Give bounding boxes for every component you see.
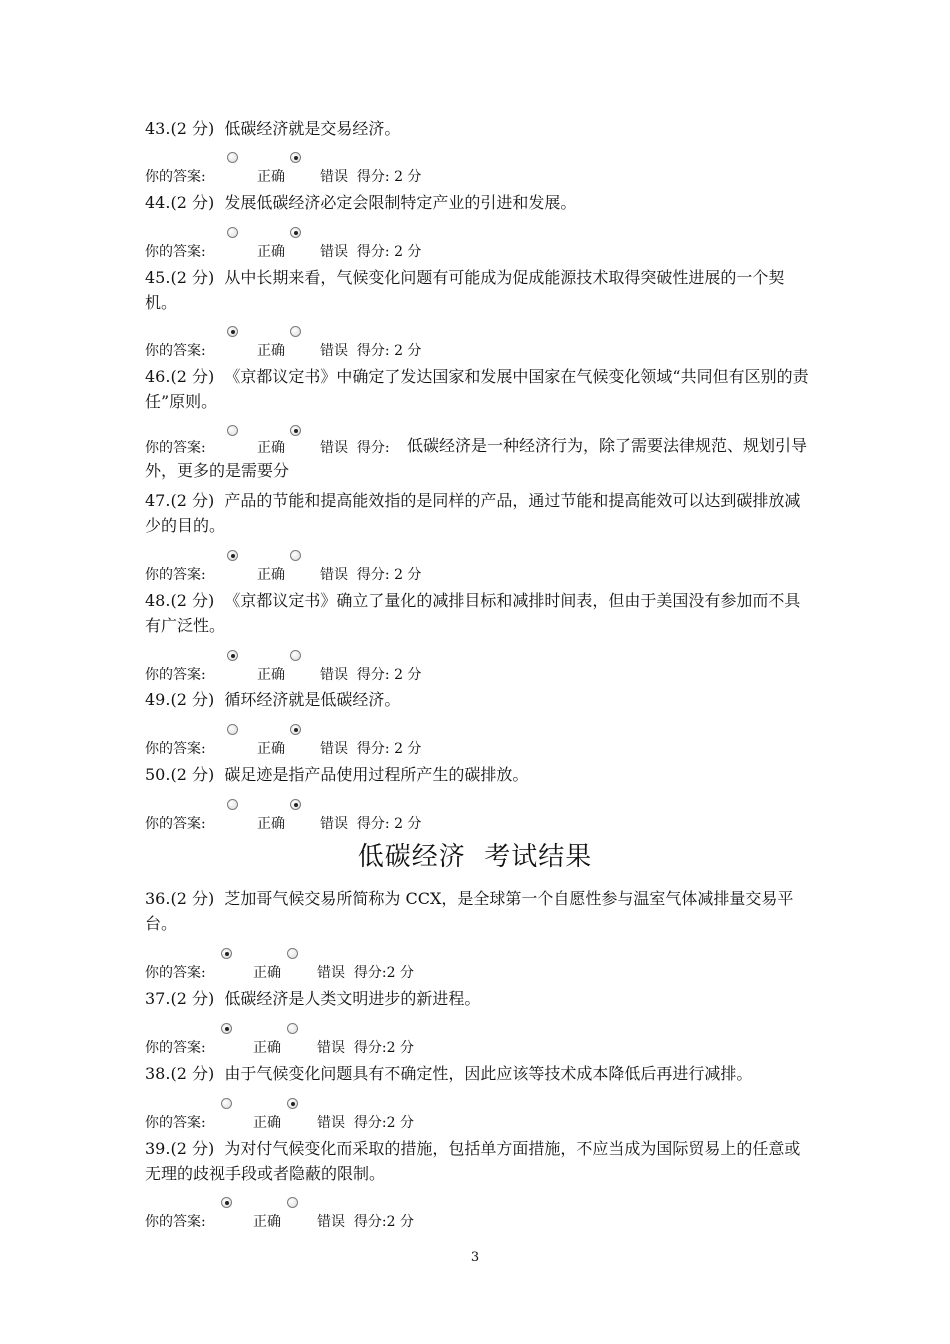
question-47: 47.(2 分) 产品的节能和提高能效指的是同样的产品，通过节能和提高能效可以达到碳排放减少的目的。 xyxy=(145,491,801,535)
radio-false[interactable] xyxy=(290,799,301,810)
radio-false[interactable] xyxy=(287,1023,298,1034)
answer-row-46: 你的答案: 正确 错误 得分: 低碳经济是一种经济行为，除了需要法律规范、规划引导外，更多的是需要分 xyxy=(145,425,815,485)
radio-false[interactable] xyxy=(290,152,301,163)
radio-false[interactable] xyxy=(290,550,301,561)
question-38: 38.(2 分) 由于气候变化问题具有不确定性，因此应该等技术成本降低后再进行减排。 xyxy=(145,1064,753,1083)
answer-row-48: 你的答案: 正确 错误 得分: 2 分 xyxy=(145,650,815,684)
radio-true[interactable] xyxy=(227,326,238,337)
answer-row-49: 你的答案: 正确 错误 得分: 2 分 xyxy=(145,724,815,758)
answer-row-45: 你的答案: 正确 错误 得分: 2 分 xyxy=(145,326,815,360)
question-49: 49.(2 分) 循环经济就是低碳经济。 xyxy=(145,690,401,709)
answer-row-39: 你的答案: 正确 错误 得分:2 分 xyxy=(145,1197,815,1231)
question-46: 46.(2 分) 《京都议定书》中确定了发达国家和发展中国家在气候变化领域“共同但有区别的责任”原则。 xyxy=(145,367,809,411)
question-50: 50.(2 分) 碳足迹是指产品使用过程所产生的碳排放。 xyxy=(145,765,529,784)
radio-false[interactable] xyxy=(290,724,301,735)
question-36: 36.(2 分) 芝加哥气候交易所简称为 CCX，是全球第一个自愿性参与温室气体减排量交易平台。 xyxy=(145,889,794,933)
answer-row-37: 你的答案: 正确 错误 得分:2 分 xyxy=(145,1023,815,1057)
radio-true[interactable] xyxy=(227,550,238,561)
question-44: 44.(2 分) 发展低碳经济必定会限制特定产业的引进和发展。 xyxy=(145,193,577,212)
answer-row-36: 你的答案: 正确 错误 得分:2 分 xyxy=(145,948,815,982)
radio-false[interactable] xyxy=(287,1197,298,1208)
question-45: 45.(2 分) 从中长期来看，气候变化问题有可能成为促成能源技术取得突破性进展的一个契机。 xyxy=(145,268,785,312)
answer-row-38: 你的答案: 正确 错误 得分:2 分 xyxy=(145,1098,815,1132)
answer-row-47: 你的答案: 正确 错误 得分: 2 分 xyxy=(145,550,815,584)
radio-true[interactable] xyxy=(221,1098,232,1109)
question-39: 39.(2 分) 为对付气候变化而采取的措施，包括单方面措施，不应当成为国际贸易上的任意或无理的歧视手段或者隐蔽的限制。 xyxy=(145,1139,801,1183)
answer-row-44: 你的答案: 正确 错误 得分: 2 分 xyxy=(145,227,815,261)
question-37: 37.(2 分) 低碳经济是人类文明进步的新进程。 xyxy=(145,989,481,1008)
radio-true[interactable] xyxy=(227,152,238,163)
question-48: 48.(2 分) 《京都议定书》确立了量化的减排目标和减排时间表，但由于美国没有参加而不具有广泛性。 xyxy=(145,591,801,635)
radio-true[interactable] xyxy=(221,948,232,959)
overlap-text: 低碳经济是一种经济行为，除了需要法律规范、规划引导外，更多的是需要分 xyxy=(145,436,808,480)
radio-false[interactable] xyxy=(287,1098,298,1109)
radio-true[interactable] xyxy=(227,650,238,661)
radio-true[interactable] xyxy=(227,724,238,735)
radio-false[interactable] xyxy=(287,948,298,959)
radio-true[interactable] xyxy=(221,1197,232,1208)
radio-true[interactable] xyxy=(221,1023,232,1034)
question-43: 43.(2 分) 低碳经济就是交易经济。 xyxy=(145,119,401,138)
section-title: 低碳经济 考试结果 xyxy=(357,842,593,872)
radio-false[interactable] xyxy=(290,650,301,661)
answer-row-50: 你的答案: 正确 错误 得分: 2 分 xyxy=(145,799,815,833)
radio-false[interactable] xyxy=(290,227,301,238)
radio-false[interactable] xyxy=(290,326,301,337)
page-number: 3 xyxy=(470,1250,480,1265)
radio-true[interactable] xyxy=(227,799,238,810)
answer-row-43: 你的答案: 正确 错误 得分: 2 分 xyxy=(145,152,815,186)
radio-true[interactable] xyxy=(227,227,238,238)
